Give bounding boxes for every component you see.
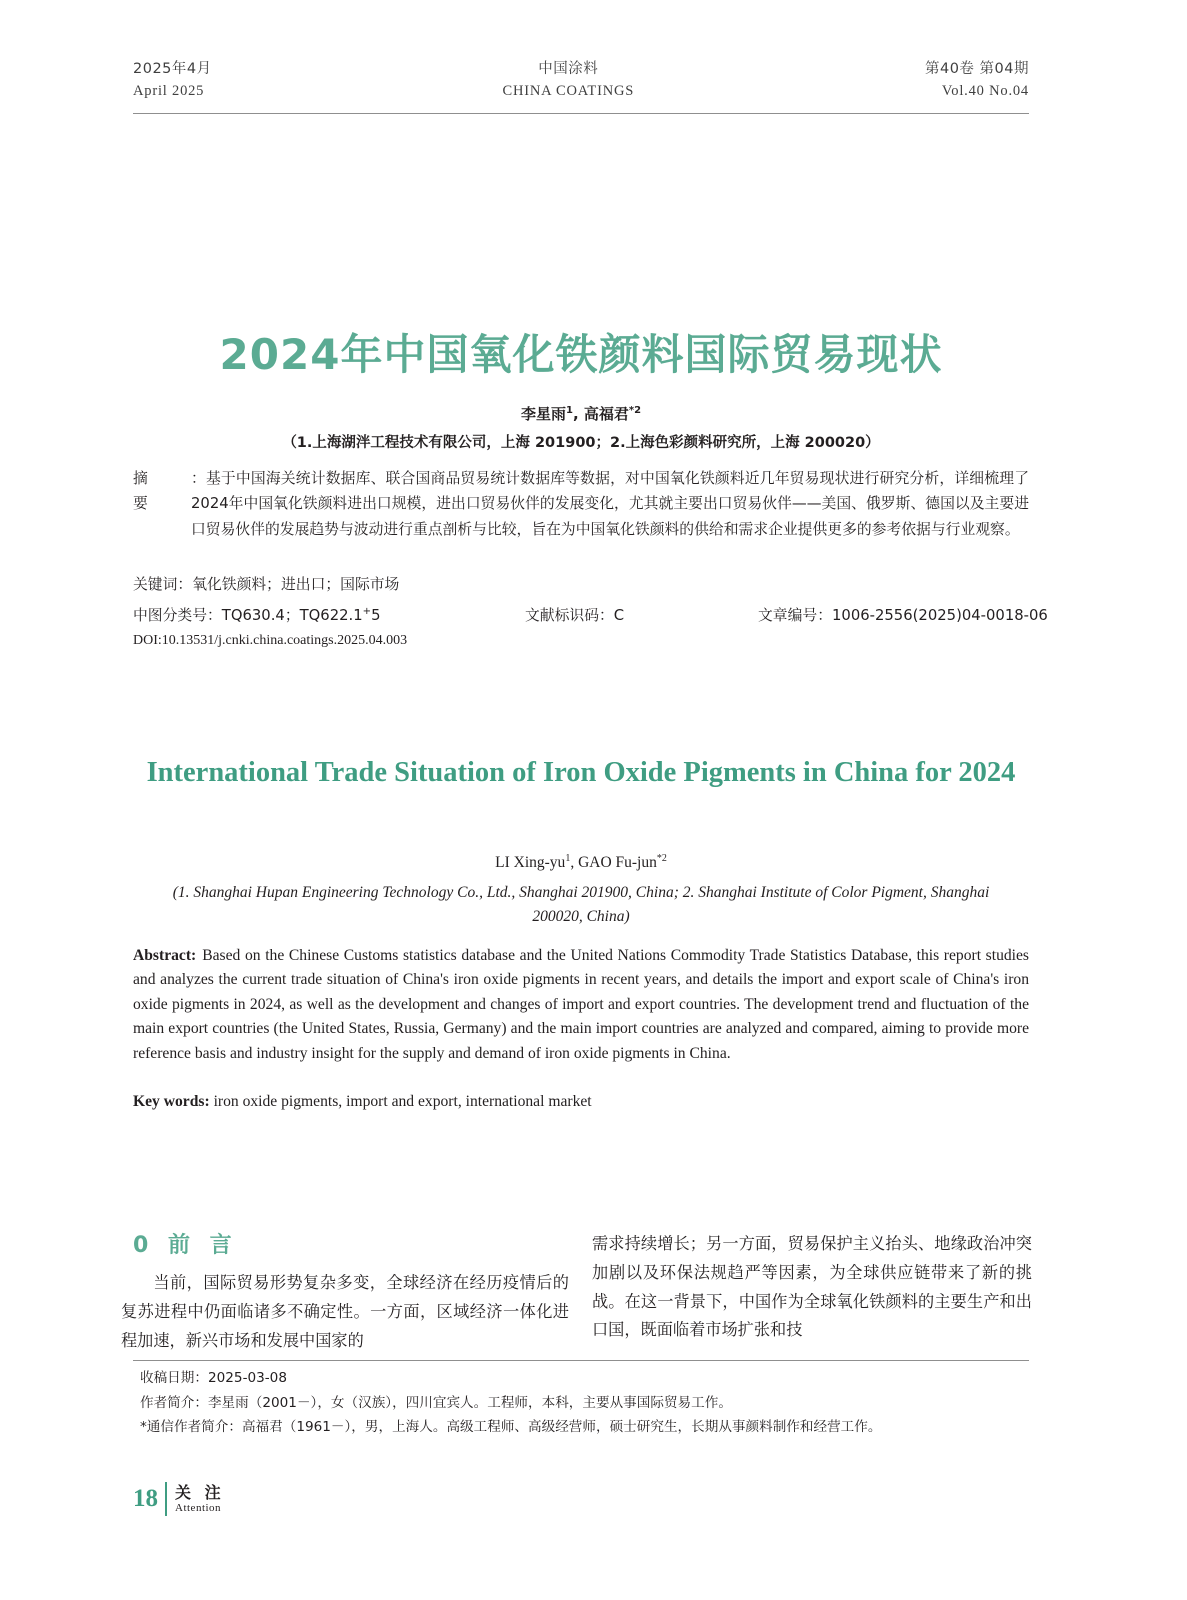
doi-text: DOI:10.13531/j.cnki.china.coatings.2025.04.003 (133, 633, 408, 648)
author-en-2-affil-mark: *2 (656, 853, 667, 864)
journal-name-zh: 中国涂料 (538, 61, 599, 77)
running-head (133, 58, 1029, 103)
clc-number-sup: + (362, 606, 372, 618)
footnote-received-date: 收稿日期：2025-03-08 (140, 1370, 287, 1386)
abstract-en-text: Based on the Chinese Customs statistics database and the United Nations Commodity Trade Statistics Database, this report studies and analyzes the current trade situation of China's iron oxide pigments in recent years, and details the import and export scale of China's iron oxide pigments in 2024, as well as the development and changes of import and export countries. The development trend and fluctuation of the main export countries (the United States, Russia, Germany) and the main import countries are analyzed and compared, aiming to provide more reference basis and industry insight for the supply and demand of iron oxide pigments in China. (133, 947, 1029, 1062)
authors-en-separator: , GAO Fu-jun (570, 854, 657, 872)
article-number: 文章编号：1006-2556(2025)04-0018-06 (758, 607, 1048, 624)
abstract-en (133, 944, 1029, 1066)
footnote-divider (133, 1360, 1029, 1361)
body-paragraph-left: 当前，国际贸易形势复杂多变，全球经济在经历疫情后的复苏进程中仍面临诸多不确定性。一方面，区域经济一体化进程加速，新兴市场和发展中国家的 (121, 1273, 569, 1350)
running-head-divider (133, 113, 1029, 114)
section-heading-intro: 0 前 言 (133, 1233, 238, 1258)
clc-number (133, 604, 380, 625)
keywords-en-text: iron oxide pigments, import and export, international market (209, 1093, 592, 1110)
column-label-en: Attention (175, 1501, 222, 1514)
document-code: 文献标识码：C (525, 607, 625, 624)
abstract-zh-label: 摘 要 (133, 470, 158, 513)
running-head-left (133, 58, 212, 103)
page-footer (133, 1482, 225, 1516)
column-label (175, 1484, 225, 1514)
running-head-center (502, 58, 634, 103)
author-zh-1: 李星雨 (520, 405, 566, 423)
clc-number-tail: 5 (371, 607, 381, 624)
running-head-left-date-en: April 2025 (133, 83, 205, 100)
volume-issue-en: Vol.40 No.04 (941, 83, 1029, 100)
abstract-zh-text: ：基于中国海关统计数据库、联合国商品贸易统计数据库等数据，对中国氧化铁颜料近几年贸易现状进行研究分析，详细梳理了2024年中国氧化铁颜料进出口规模，进出口贸易伙伴的发展变化，尤其就主要出口贸易伙伴——美国、俄罗斯、德国以及主要进口贸易伙伴的发展趋势与波动进行重点剖析与比较，旨在为中国氧化铁颜料的供给和需求企业提供更多的参考依据与行业观察。 (191, 470, 1029, 538)
author-zh-1-affil-mark: 1 (565, 405, 573, 416)
running-head-left-date-zh: 2025年4月 (133, 61, 212, 77)
authors-en (133, 853, 1029, 872)
running-head-right (925, 58, 1029, 103)
footnotes (140, 1366, 1030, 1440)
author-en-1-affil-mark: 1 (565, 853, 571, 864)
affiliation-zh: （1.上海湖泮工程技术有限公司，上海 201900；2.上海色彩颜料研究所，上海 200020） (282, 435, 880, 451)
volume-issue-zh: 第40卷 第04期 (924, 61, 1029, 77)
page-title-en: International Trade Situation of Iron Oxide Pigments in China for 2024 (146, 757, 1016, 788)
body-paragraph-right: 需求持续增长；另一方面，贸易保护主义抬头、地缘政治冲突加剧以及环保法规趋严等因素，为全球供应链带来了新的挑战。在这一背景下，中国作为全球氧化铁颜料的主要生产和出口国，既面临着市场扩张和技 (592, 1234, 1032, 1340)
author-en-1: LI Xing-yu (495, 854, 566, 872)
authors-zh-separator: , 高福君 (572, 405, 629, 423)
abstract-zh (133, 466, 1029, 542)
column-label-zh: 关 注 (175, 1483, 225, 1503)
page-title-zh: 2024年中国氧化铁颜料国际贸易现状 (219, 330, 943, 379)
clc-number-text: 中图分类号：TQ630.4；TQ622.1 (133, 607, 363, 624)
page-footer-rule (165, 1482, 167, 1516)
authors-zh (133, 403, 1029, 424)
abstract-en-label: Abstract: (133, 947, 197, 964)
body-column-left (121, 1269, 569, 1355)
keywords-en (133, 1093, 1029, 1111)
keywords-en-label: Key words: (133, 1093, 210, 1110)
footnote-corresponding-author-bio: *通信作者简介：高福君（1961－），男，上海人。高级工程师、高级经营师，硕士研究生，长期从事颜料制作和经营工作。 (140, 1419, 882, 1436)
author-zh-2-affil-mark: *2 (628, 405, 642, 416)
page-number: 18 (133, 1485, 158, 1512)
affiliation-en: (1. Shanghai Hupan Engineering Technology Co., Ltd., Shanghai 201900, China; 2. Shanghai Institute of Color Pigment, Shanghai 200020, China) (172, 884, 990, 926)
footnote-author-bio: 作者简介：李星雨（2001－），女（汉族），四川宜宾人。工程师，本科，主要从事国际贸易工作。 (140, 1394, 732, 1411)
keywords-zh: 关键词：氧化铁颜料；进出口；国际市场 (133, 576, 400, 593)
body-column-right (592, 1230, 1032, 1345)
journal-name-en: CHINA COATINGS (502, 83, 635, 100)
